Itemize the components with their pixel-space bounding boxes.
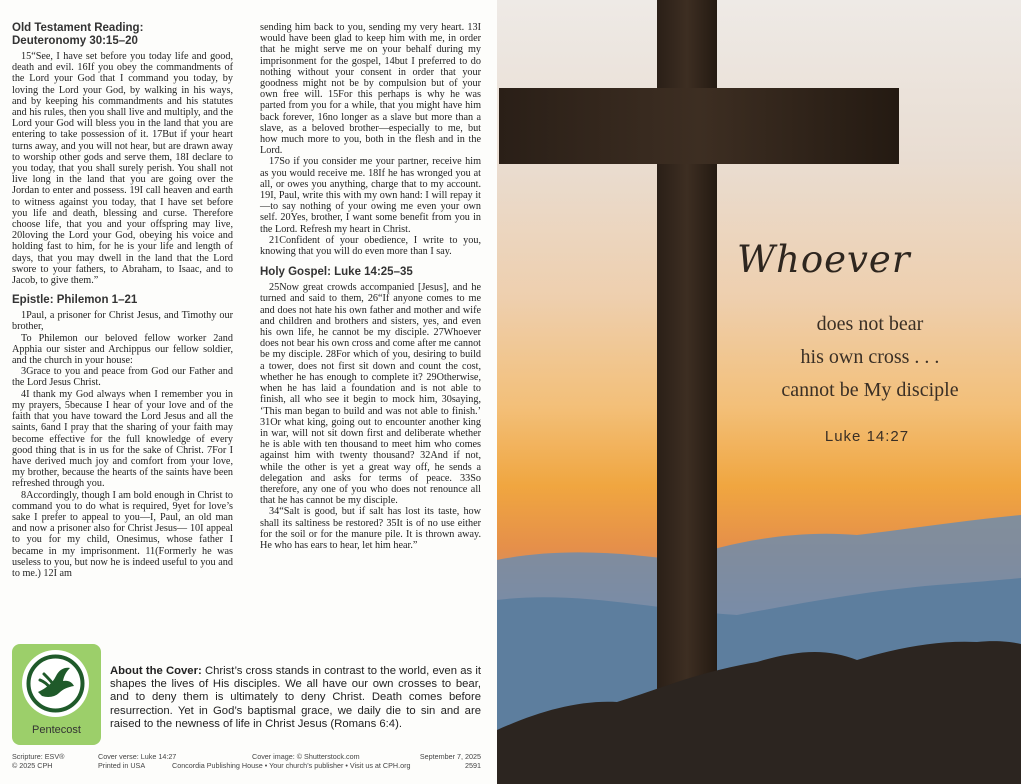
gospel-paragraph: 34“Salt is good, but if salt has lost its taste, how shall its saltiness be restored? 35It is of no use either for the soil or for the manure pile. It is thrown away. He who has ears to hear, let him hear.” (260, 506, 481, 551)
epistle-continued: 21Confident of your obedience, I write to you, knowing that you will do even more than I say. (260, 234, 481, 258)
epistle-paragraph: To Philemon our beloved fellow worker 2and Apphia our sister and Archippus our fellow soldier, and the church in your house: (12, 332, 233, 367)
cover-image (497, 0, 1021, 784)
epistle-paragraph: 3Grace to you and peace from God our Father and the Lord Jesus Christ. (12, 366, 233, 389)
pentecost-badge (12, 644, 101, 745)
footer-publisher-block (172, 752, 412, 770)
footer-cover-verse (98, 752, 176, 770)
column-right (260, 22, 481, 551)
footer-cover-verse-line: Cover verse: Luke 14:27 (98, 752, 177, 761)
epistle-paragraph: 4I thank my God always when I remember you in my prayers, 5because I hear of your love and of the faith that you have toward the Lord Jesus and all the saints, 6and I pray that the sharing of your faith may become effective for the full knowledge of every good thing that is in us for the sake of Christ. 7For I have derived much joy and comfort from your love, my brother, because the hearts of the saints have been refreshed through you. (12, 388, 233, 490)
ot-reading-text: 15“See, I have set before you today life and good, death and evil. 16If you obey the commandments of the Lord your God that I command you today, by loving the Lord your God, by walking in his ways, and by keeping his commandments and his statutes and his rules, then you shall live and multiply, and the Lord your God will bless you in the land that you are entering to take possession of it. 17But if your heart turns away, and you will not hear, but are drawn away to worship other gods and serve them, 18I declare to you today, that you shall surely perish. You shall not live long in the land that you are going over the Jordan to enter and possess. 19I call heaven and earth to witness against you today, that I have set before you life and death, blessing and curse. Therefore choose life, that you and your offspring may live, 20loving the Lord your God, obeying his voice and holding fast to him, for he is your life and length of days, that you may dwell in the land that the Lord swore to your fathers, to Abraham, to Isaac, and to Jacob, to give them.” (12, 51, 233, 287)
ot-reading-reference: Deuteronomy 30:15–20 (12, 35, 138, 47)
bulletin-text-page (0, 0, 497, 784)
footer-date: September 7, 2025 (419, 752, 481, 761)
epistle-heading: Epistle: Philemon 1–21 (12, 294, 138, 307)
about-label: About the Cover: (110, 665, 202, 677)
footer-scripture (12, 752, 64, 770)
epistle-paragraph: 8Accordingly, though I am bold enough in Christ to command you to do what is required, 9yet for love’s sake I prefer to appeal to you—I, Paul, an old man and now a prisoner also for Christ Jesus— 10I appeal to you for my child, Onesimus, whose father I became in my imprisonment. 11(Formerly he was useless to you, but now he is indeed useful to you and to me.) 12I am (12, 489, 233, 579)
gospel-heading: Holy Gospel: Luke 14:25–35 (260, 266, 413, 279)
about-text: Christ’s cross stands in contrast to the world, even as it shapes the lives of His disciples. We all have our own crosses to bear, and to deny them is ultimately to deny Christ. Death comes before resurrection. Yet in God’s baptismal grace, we daily die to sin and are raised to the newness of life in Christ Jesus (Romans 6:4). (110, 665, 481, 730)
cover-verse-reference: Luke 14:27 (824, 428, 910, 445)
ot-reading-heading (12, 22, 233, 48)
epistle-paragraph: 1Paul, a prisoner for Christ Jesus, and Timothy our brother, (12, 310, 233, 333)
cover-verse-line: cannot be My disciple (781, 379, 959, 401)
cover-verse-line: his own cross . . . (800, 346, 940, 368)
cover-verse-whoever: Whoever (737, 238, 911, 281)
footer-date-block (412, 752, 481, 770)
epistle-continued: 17So if you consider me your partner, receive him as you would receive me. 18If he has wronged you at all, or owes you anything, charge that to my account. 19I, Paul, write this with my own hand: I will repay it—to say nothing of your owing me even your own self. 20Yes, brother, I want some benefit from you in the Lord. Refresh my heart in Christ. (260, 156, 481, 235)
epistle-continued: sending him back to you, sending my very heart. 13I would have been glad to keep him with me, in order that he might serve me on your behalf during my imprisonment for the gospel, 14but I preferred to do nothing without your consent in order that your goodness might not be by compulsion but of your own free will. 15For this perhaps is why he was parted from you for a while, that you might have him back forever, 16no longer as a slave but more than a slave, as a beloved brother—especially to me, but how much more to you, both in the flesh and in the Lord. (260, 22, 481, 157)
gospel-paragraph: 25Now great crowds accompanied [Jesus], and he turned and said to them, 26“If anyone comes to me and does not hate his own father and mother and wife and children and brothers and sisters, yes, and even his own life, he cannot be my disciple. 27Whoever does not bear his own cross and come after me cannot be my disciple. 28For which of you, desiring to build a tower, does not first sit down and count the cost, whether he has enough to complete it? 29Otherwise, when he has laid a foundation and is not able to finish, all who see it begin to mock him, 30saying, ‘This man began to build and was not able to finish.’ 31Or what king, going out to encounter another king in war, will not sit down first and deliberate whether he is able with ten thousand to meet him who comes against him with twenty thousand? 32And if not, while the other is yet a great way off, he sends a delegation and asks for terms of peace. 33So therefore, any one of you who does not renounce all that he has cannot be my disciple. (260, 282, 481, 507)
cover-verse-line: does not bear (816, 313, 924, 335)
about-the-cover (110, 665, 481, 731)
footer-copyright: © 2025 CPH (12, 761, 53, 770)
footer-printed: Printed in USA (98, 761, 146, 770)
column-left (12, 22, 233, 579)
footer-cover-image: Cover image: © Shutterstock.com (252, 752, 360, 761)
footer-publisher: Concordia Publishing House • Your church’s publisher • Visit us at CPH.org (172, 761, 411, 770)
cross-horizontal-beam (499, 88, 899, 164)
badge-label: Pentecost (32, 724, 81, 736)
footer-code: 2591 (465, 761, 481, 770)
footer-scripture-line: Scripture: ESV® (12, 752, 65, 761)
dove-icon (22, 650, 89, 717)
ot-reading-title: Old Testament Reading: (12, 22, 144, 34)
